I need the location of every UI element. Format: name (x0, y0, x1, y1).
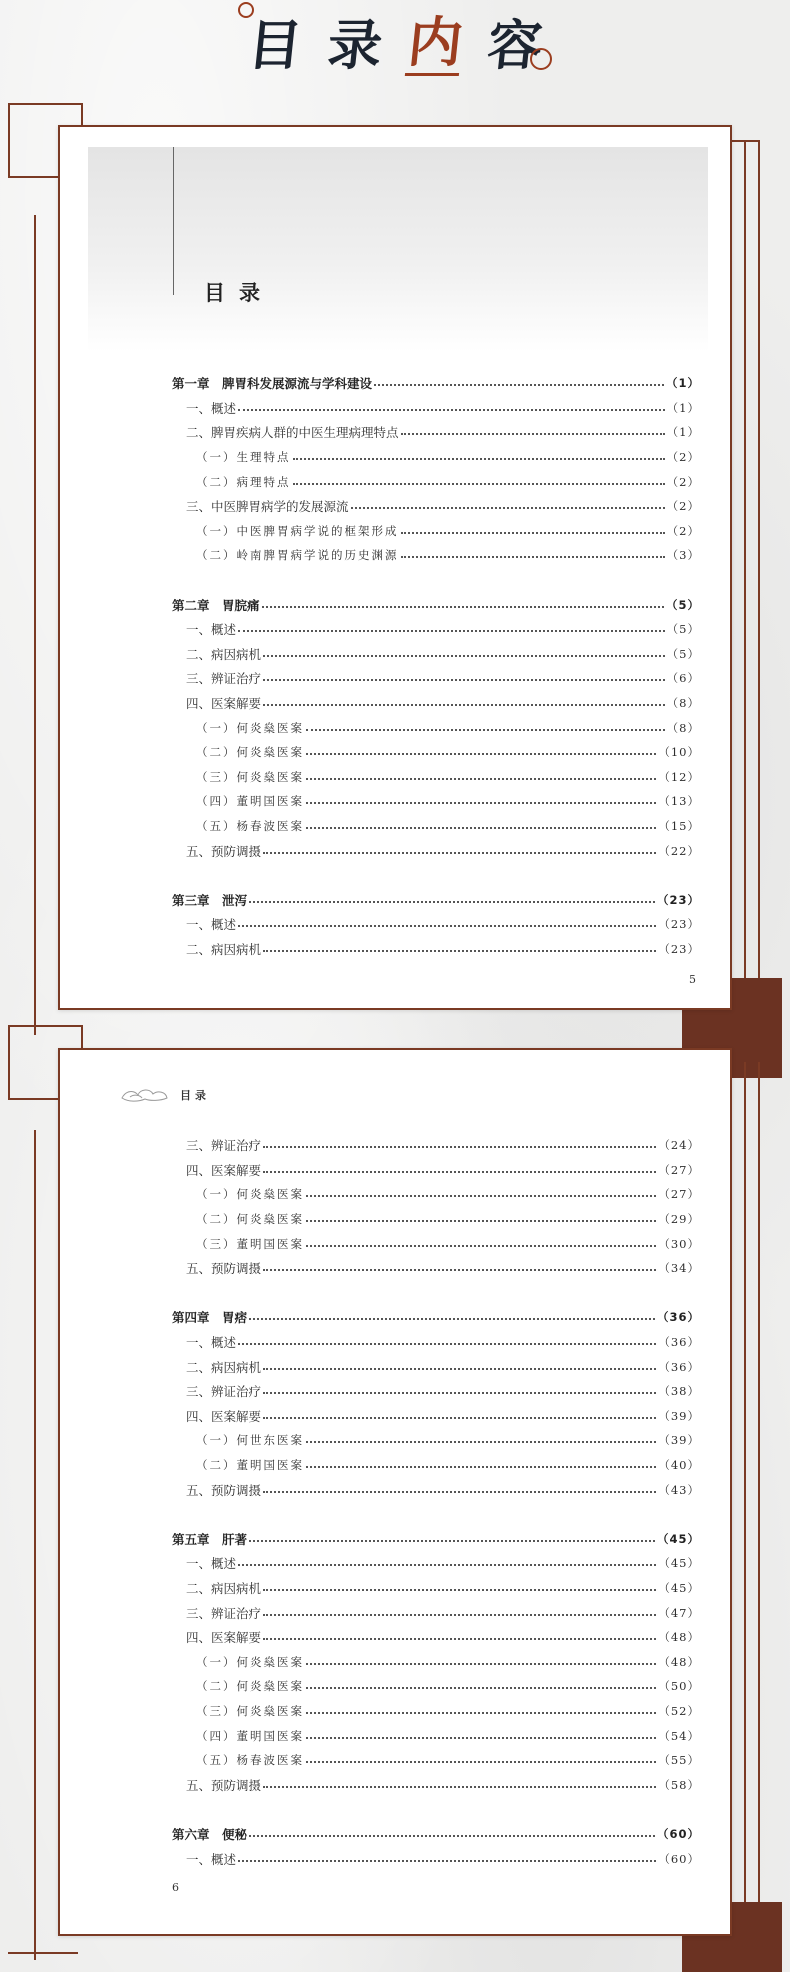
toc-leader (306, 1663, 656, 1665)
toc-entry-title: 五、预防调摄 (186, 1482, 262, 1498)
toc-entry-page: （5） (665, 597, 700, 612)
toc-leader (306, 1737, 656, 1739)
toc-entry-page: （2） (666, 450, 700, 465)
toc-chapter (172, 1822, 700, 1847)
toc-entry-page: （54） (658, 1728, 700, 1743)
toc-entry-title: 三、辨证治疗 (186, 1384, 262, 1400)
toc-leader (306, 1441, 656, 1443)
toc-leader (238, 1860, 656, 1862)
toc-entry-title: 三、辨证治疗 (186, 671, 262, 687)
toc-leader (238, 925, 656, 927)
toc-leader (306, 753, 656, 755)
toc-leader (401, 532, 665, 534)
toc-leader (306, 778, 656, 780)
document-page-1 (58, 125, 732, 1010)
toc-entry-title: （二）病理特点 (196, 474, 291, 489)
toc-entry-title: 一、概述 (186, 400, 237, 416)
toc-leader (306, 1195, 656, 1197)
toc-entry-page: （1） (665, 376, 700, 391)
toc-entry-title: 第五章 肝著 (172, 1531, 248, 1547)
toc-entry-page: （45） (658, 1580, 700, 1595)
toc-entry-title: （五）杨春波医案 (196, 818, 304, 833)
toc-entry-page: （1） (666, 425, 700, 440)
toc-leader (306, 1712, 656, 1714)
toc-leader (401, 556, 665, 558)
toc-entry-title: （一）何世东医案 (196, 1433, 304, 1448)
toc-entry-page: （36） (658, 1335, 700, 1350)
toc-entry-page: （10） (658, 745, 700, 760)
toc-entry-title: （三）何炎燊医案 (196, 769, 304, 784)
toc-entry-page: （23） (658, 941, 700, 956)
toc-entry-page: （45） (656, 1531, 700, 1546)
toc-entry (172, 1477, 700, 1502)
toc-entry (172, 396, 700, 421)
toc-leader (306, 827, 656, 829)
banner-rule (173, 147, 174, 295)
toc-entry-title: （一）何炎燊医案 (196, 1654, 304, 1669)
toc-entry-page: （15） (658, 818, 700, 833)
toc-entry-page: （36） (656, 1310, 700, 1325)
toc-entry-title: （一）中医脾胃病学说的框架形成 (196, 523, 399, 538)
header-title (0, 0, 790, 90)
toc-entry (172, 642, 700, 667)
toc-entry-page: （2） (666, 523, 700, 538)
header-char-3: 内 (405, 9, 466, 74)
toc-leader (263, 1589, 656, 1591)
toc-entry-page: （39） (658, 1408, 700, 1423)
toc-entry-title: 一、概述 (186, 1851, 237, 1867)
toc-entry-title: 五、预防调摄 (186, 1777, 262, 1793)
toc-entry-page: （34） (658, 1261, 700, 1276)
toc-leader (238, 1564, 656, 1566)
toc-entry-page: （60） (656, 1826, 700, 1841)
toc-entry-title: 一、概述 (186, 1335, 237, 1351)
toc-entry (172, 1649, 700, 1674)
toc-entry (172, 1207, 700, 1232)
toc-leader (263, 1269, 656, 1271)
toc-leader (238, 630, 665, 632)
toc-entry-title: （四）董明国医案 (196, 794, 304, 809)
toc-leader (263, 852, 656, 854)
seal-ornament (530, 48, 552, 70)
toc-entry-title: 一、概述 (186, 1556, 237, 1572)
toc-leader (263, 1614, 656, 1616)
toc-leader (374, 384, 664, 386)
frame-line (34, 215, 36, 1035)
toc-entry (172, 445, 700, 470)
toc-entry-page: （8） (666, 696, 700, 711)
toc-entry-title: 第四章 胃痞 (172, 1310, 248, 1326)
toc-leader (263, 679, 665, 681)
toc-entry (172, 1723, 700, 1748)
toc-leader (306, 1687, 656, 1689)
toc-entry (172, 1600, 700, 1625)
toc-entry (172, 715, 700, 740)
toc-entry-title: 第一章 脾胃科发展源流与学科建设 (172, 376, 373, 392)
toc-entry (172, 838, 700, 863)
toc-entry-title: （二）岭南脾胃病学说的历史渊源 (196, 548, 399, 563)
toc-entry-title: 二、病因病机 (186, 1359, 262, 1375)
toc-entry-title: （五）杨春波医案 (196, 1753, 304, 1768)
page-number: 6 (172, 1881, 179, 1894)
toc-entry-title: （四）董明国医案 (196, 1728, 304, 1743)
toc-leader (238, 409, 665, 411)
toc-leader (249, 901, 655, 903)
toc-entry-title: （二）何炎燊医案 (196, 1679, 304, 1694)
toc-chapter (172, 1305, 700, 1330)
toc-entry-page: （5） (666, 622, 700, 637)
toc-entry-page: （39） (658, 1433, 700, 1448)
toc-entry-title: 一、概述 (186, 622, 237, 638)
toc-leader (306, 729, 665, 731)
toc-entry-page: （22） (658, 843, 700, 858)
toc-entry-title: （二）董明国医案 (196, 1458, 304, 1473)
toc-entry (172, 1551, 700, 1576)
toc-entry (172, 420, 700, 445)
frame-line (758, 1062, 760, 1942)
toc-leader (401, 433, 665, 435)
frame-line (744, 1062, 746, 1942)
toc-entry (172, 1772, 700, 1797)
toc-entry-title: 五、预防调摄 (186, 1261, 262, 1277)
toc-entry-title: 三、辨证治疗 (186, 1138, 262, 1154)
toc-entry (172, 814, 700, 839)
toc-entry-title: 二、病因病机 (186, 941, 262, 957)
toc-leader (306, 1245, 656, 1247)
toc-entry-page: （55） (658, 1753, 700, 1768)
toc-entry-title: （二）何炎燊医案 (196, 1212, 304, 1227)
toc-leader (306, 1220, 656, 1222)
toc-entry (172, 1231, 700, 1256)
toc-entry-page: （58） (658, 1777, 700, 1792)
toc-entry (172, 1256, 700, 1281)
toc-leader (238, 1343, 656, 1345)
toc-entry (172, 765, 700, 790)
toc-entry-page: （29） (658, 1212, 700, 1227)
toc-entry-page: （2） (666, 499, 700, 514)
header-char-4: 容 (484, 13, 546, 77)
toc-entry-title: （三）董明国医案 (196, 1236, 304, 1251)
toc-chapter (172, 371, 700, 396)
toc-entry (172, 1748, 700, 1773)
toc-leader (263, 1171, 656, 1173)
header-char-2: 录 (324, 13, 386, 77)
toc-entry (172, 691, 700, 716)
toc-entry-title: 第六章 便秘 (172, 1826, 248, 1842)
toc-entry-page: （24） (658, 1138, 700, 1153)
toc-entry (172, 1846, 700, 1871)
toc-entry-page: （23） (658, 917, 700, 932)
toc-entry (172, 519, 700, 544)
toc-entry (172, 1379, 700, 1404)
frame-line (744, 140, 746, 1020)
toc-entry (172, 1699, 700, 1724)
toc-entry (172, 740, 700, 765)
toc-entry (172, 1453, 700, 1478)
toc-entry-title: 三、中医脾胃病学的发展源流 (186, 499, 349, 515)
frame-line (758, 140, 760, 1010)
toc-entry-page: （30） (658, 1236, 700, 1251)
toc-entry (172, 1182, 700, 1207)
toc-entry-title: 一、概述 (186, 917, 237, 933)
toc-entry-title: 四、医案解要 (186, 1408, 262, 1424)
toc-entry-title: 三、辨证治疗 (186, 1605, 262, 1621)
toc-leader (263, 1368, 656, 1370)
toc-leader (263, 655, 665, 657)
title-banner (88, 147, 708, 352)
toc-leader (263, 704, 665, 706)
toc-entry-page: （5） (666, 646, 700, 661)
toc-entry-title: 四、医案解要 (186, 1630, 262, 1646)
toc-entry (172, 666, 700, 691)
toc-entry-page: （27） (658, 1187, 700, 1202)
toc-leader (249, 1540, 655, 1542)
document-page-2 (58, 1048, 732, 1936)
toc-leader (263, 1146, 656, 1148)
toc-entry (172, 494, 700, 519)
toc-leader (351, 507, 665, 509)
toc-entry-page: （47） (658, 1605, 700, 1620)
toc-leader (263, 1417, 656, 1419)
toc-entry-title: 四、医案解要 (186, 696, 262, 712)
toc-entry-title: （一）生理特点 (196, 450, 291, 465)
toc-entry (172, 1330, 700, 1355)
toc-entry-page: （52） (658, 1703, 700, 1718)
toc-chapter (172, 592, 700, 617)
toc-list (172, 1133, 700, 1871)
toc-chapter (172, 887, 700, 912)
toc-leader (263, 1786, 656, 1788)
page-number: 5 (689, 973, 696, 986)
toc-entry-title: 二、病因病机 (186, 1580, 262, 1596)
toc-entry-title: 四、医案解要 (186, 1162, 262, 1178)
toc-leader (263, 950, 656, 952)
toc-entry (172, 617, 700, 642)
toc-entry-page: （60） (658, 1851, 700, 1866)
toc-entry-page: （2） (666, 474, 700, 489)
toc-entry-page: （12） (658, 769, 700, 784)
frame-line (8, 1952, 78, 1954)
toc-entry (172, 469, 700, 494)
toc-entry (172, 1674, 700, 1699)
toc-entry (172, 543, 700, 568)
toc-leader (293, 483, 665, 485)
toc-leader (249, 1835, 655, 1837)
toc-entry-title: 第二章 胃脘痛 (172, 597, 260, 613)
running-head (120, 1086, 210, 1104)
running-head-text: 目录 (180, 1089, 210, 1102)
cloud-icon (120, 1086, 170, 1104)
toc-leader (263, 1638, 656, 1640)
toc-entry-page: （3） (666, 548, 700, 563)
toc-entry-page: （38） (658, 1384, 700, 1399)
toc-entry-page: （8） (666, 720, 700, 735)
toc-entry (172, 912, 700, 937)
toc-entry (172, 789, 700, 814)
toc-entry-page: （43） (658, 1482, 700, 1497)
toc-entry-title: （二）何炎燊医案 (196, 745, 304, 760)
toc-entry-page: （48） (658, 1654, 700, 1669)
toc-entry-page: （23） (656, 892, 700, 907)
toc-chapter (172, 1527, 700, 1552)
toc-entry-page: （36） (658, 1359, 700, 1374)
frame-line (732, 140, 760, 142)
toc-leader (293, 458, 665, 460)
toc-entry (172, 1404, 700, 1429)
toc-leader (263, 1392, 656, 1394)
page-title: 目录 (204, 281, 274, 305)
toc-entry (172, 1354, 700, 1379)
toc-entry-title: （一）何炎燊医案 (196, 1187, 304, 1202)
toc-entry-title: 第三章 泄泻 (172, 892, 248, 908)
toc-entry-page: （6） (666, 671, 700, 686)
toc-entry (172, 937, 700, 962)
toc-leader (262, 606, 664, 608)
toc-entry-title: 二、病因病机 (186, 646, 262, 662)
toc-entry (172, 1625, 700, 1650)
toc-entry (172, 1158, 700, 1183)
toc-entry-page: （1） (666, 400, 700, 415)
toc-entry-title: 五、预防调摄 (186, 843, 262, 859)
toc-entry (172, 1133, 700, 1158)
toc-entry-title: （三）何炎燊医案 (196, 1703, 304, 1718)
toc-entry-page: （27） (658, 1162, 700, 1177)
toc-entry-page: （40） (658, 1458, 700, 1473)
header-char-1: 目 (244, 13, 306, 77)
frame-line (34, 1130, 36, 1960)
toc-entry-page: （13） (658, 794, 700, 809)
toc-entry (172, 1428, 700, 1453)
toc-entry-page: （48） (658, 1630, 700, 1645)
toc-list (172, 371, 700, 961)
toc-leader (306, 1466, 656, 1468)
toc-leader (263, 1491, 656, 1493)
toc-leader (306, 1761, 656, 1763)
toc-entry-page: （45） (658, 1556, 700, 1571)
toc-leader (249, 1318, 655, 1320)
toc-entry-page: （50） (658, 1679, 700, 1694)
toc-entry-title: （一）何炎燊医案 (196, 720, 304, 735)
toc-leader (306, 802, 656, 804)
toc-entry (172, 1576, 700, 1601)
toc-entry-title: 二、脾胃疾病人群的中医生理病理特点 (186, 425, 399, 441)
